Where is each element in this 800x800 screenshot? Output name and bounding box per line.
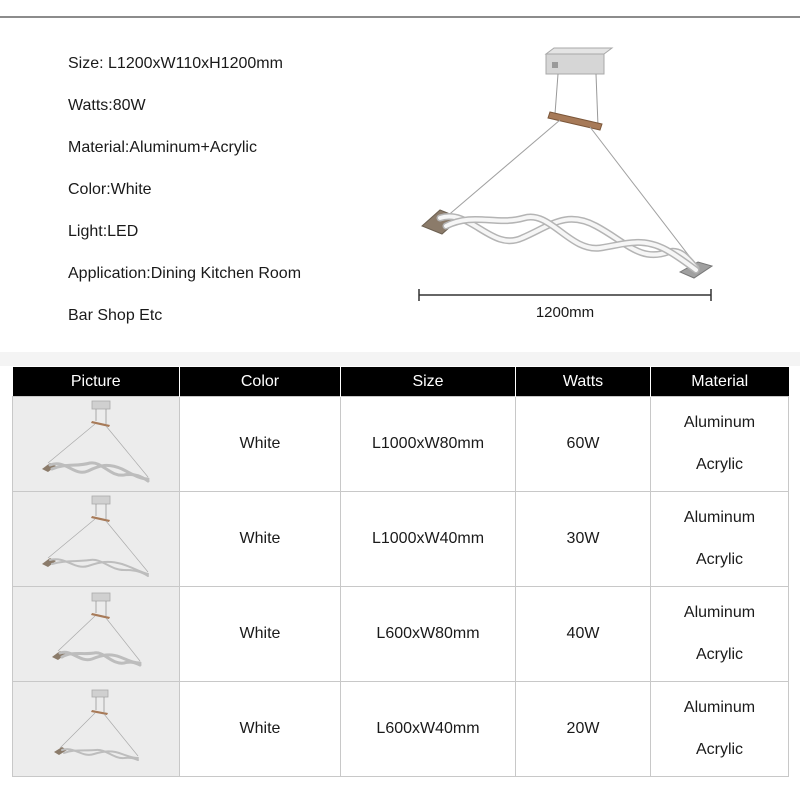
size-cell: L600xW40mm bbox=[341, 682, 516, 777]
header-material: Material bbox=[651, 367, 789, 397]
color-cell: White bbox=[180, 492, 341, 587]
section-gap bbox=[0, 352, 800, 366]
table-header-row bbox=[13, 367, 789, 397]
material-primary: Aluminum bbox=[683, 604, 756, 621]
material-secondary: Acrylic bbox=[695, 551, 744, 568]
spec-application: Application:Dining Kitchen Room bbox=[68, 265, 302, 282]
watts-cell: 40W bbox=[516, 587, 651, 682]
material-cell bbox=[651, 682, 789, 777]
header-size: Size bbox=[341, 367, 516, 397]
spec-application-cont: Bar Shop Etc bbox=[68, 307, 163, 324]
watts-cell: 20W bbox=[516, 682, 651, 777]
picture-cell bbox=[13, 397, 180, 492]
pendant-lamp-illustration bbox=[400, 40, 740, 330]
product-spec-table bbox=[12, 367, 789, 777]
spec-light: Light:LED bbox=[68, 223, 139, 240]
table-row bbox=[13, 397, 789, 492]
material-secondary: Acrylic bbox=[695, 741, 744, 758]
table-row bbox=[13, 587, 789, 682]
lamp-thumbnail-icon bbox=[36, 494, 156, 584]
header-watts: Watts bbox=[516, 367, 651, 397]
material-cell bbox=[651, 492, 789, 587]
size-cell: L1000xW80mm bbox=[341, 397, 516, 492]
lamp-thumbnail-icon bbox=[36, 399, 156, 489]
material-secondary: Acrylic bbox=[695, 646, 744, 663]
color-cell: White bbox=[180, 587, 341, 682]
spec-list bbox=[68, 54, 301, 348]
dimension-label: 1200mm bbox=[535, 304, 595, 321]
lamp-thumbnail-icon bbox=[36, 684, 156, 774]
table-row bbox=[13, 682, 789, 777]
top-divider bbox=[0, 16, 800, 18]
picture-cell bbox=[13, 587, 180, 682]
watts-cell: 60W bbox=[516, 397, 651, 492]
picture-cell bbox=[13, 492, 180, 587]
spec-material: Material:Aluminum+Acrylic bbox=[68, 139, 257, 156]
spec-size: Size: L1200xW110xH1200mm bbox=[68, 55, 283, 72]
header-color: Color bbox=[180, 367, 341, 397]
size-cell: L1000xW40mm bbox=[341, 492, 516, 587]
spec-watts: Watts:80W bbox=[68, 97, 146, 114]
material-primary: Aluminum bbox=[683, 509, 756, 526]
color-cell: White bbox=[180, 682, 341, 777]
spec-color: Color:White bbox=[68, 181, 152, 198]
picture-cell bbox=[13, 682, 180, 777]
material-cell bbox=[651, 397, 789, 492]
material-secondary: Acrylic bbox=[695, 456, 744, 473]
material-primary: Aluminum bbox=[683, 414, 756, 431]
watts-cell: 30W bbox=[516, 492, 651, 587]
material-cell bbox=[651, 587, 789, 682]
size-cell: L600xW80mm bbox=[341, 587, 516, 682]
color-cell: White bbox=[180, 397, 341, 492]
table-row bbox=[13, 492, 789, 587]
header-picture: Picture bbox=[13, 367, 180, 397]
lamp-thumbnail-icon bbox=[36, 589, 156, 679]
material-primary: Aluminum bbox=[683, 699, 756, 716]
